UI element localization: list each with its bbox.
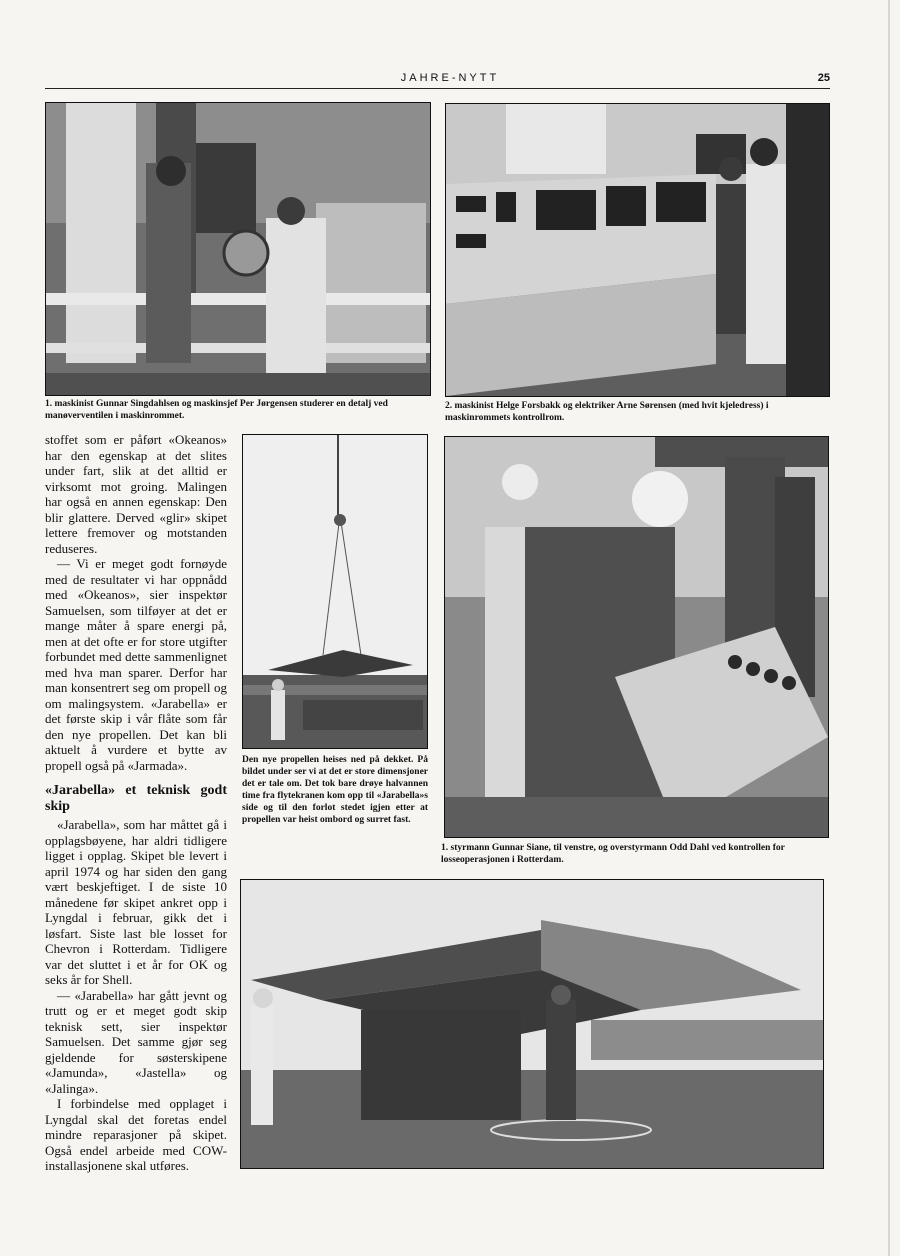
- article-paragraph-4: — «Jarabella» har gått jevnt og trutt og er et meget godt skip teknisk sett, sier inspektør Samuelsen. Det samme gjør seg gjeldende for søsterskipene «Jamunda», «Jastella» og «Jalinga».: [45, 987, 227, 1096]
- caption-photo-4: 1. styrmann Gunnar Siane, til venstre, og overstyrmann Odd Dahl ved kontrollen for losseoperasjonen i Rotterdam.: [441, 843, 785, 865]
- magazine-title: JAHRE-NYTT: [400, 72, 500, 84]
- header-rule: [45, 88, 830, 89]
- caption-photo-3: Den nye propellen heises ned på dekket. På bildet under ser vi at det er store dimensjoner det er tale om. Det tok bare drøye halvannen time fra flytekranen kom opp til «Jarabella»s side og til den forlot stedet igjen etter at propellen var heist ombord og surret fast.: [242, 755, 428, 825]
- photo-propeller-on-deck: [240, 879, 824, 1169]
- article-paragraph-2: — Vi er meget godt fornøyde med de resultater vi har oppnådd med «Okeanos», sier inspektør Samuelsen, som tilføyer at det er mange måter å spare energi på, men at det ofte er for store utgifter forbundet med dette sammenlignet med hva man sparer. Derfor har man konsentrert seg om propell og om malingsystem. «Jarabella» er det første skip i vår flåte som får den nye propellen. Det kan bli aktuelt å vurdere et bytte av propell også på «Jarmada».: [45, 556, 227, 773]
- article-column: [45, 432, 227, 1174]
- page-edge-shadow: [888, 0, 890, 1256]
- photo-engine-room: [45, 102, 431, 396]
- article-paragraph-3: «Jarabella», som har måttet gå i opplagsbøyene, har aldri tidligere ligget i opplag. Skipet ble levert i april 1974 og har siden den gang vært beskjeftiget. I de siste 10 månedene før skipet ankret opp i Lyngdal i februar, gikk det i løsfart. Siste last ble losset for Chevron i Rotterdam. Tidligere var det sluttet i et år for OK og seks år for Shell.: [45, 817, 227, 987]
- article-paragraph-1: stoffet som er påført «Okeanos» har den egenskap at det slites under fart, slik at det alltid er virksomt mot groing. Malingen har også en annen egenskap: Den blir glattere. Derved «glir» skipet lettere fremover og motstanden reduseres.: [45, 432, 227, 556]
- article-subheading: «Jarabella» et teknisk godt skip: [45, 783, 227, 814]
- page-number: 25: [817, 72, 830, 84]
- photo-propeller-lowered: [242, 434, 428, 749]
- caption-photo-2: 2. maskinist Helge Forsbakk og elektriker Arne Sørensen (med hvit kjeledress) i maskinrommets kontrollrom.: [445, 401, 769, 423]
- photo-control-room: [445, 103, 830, 397]
- article-paragraph-5: I forbindelse med opplaget i Lyngdal skal det foretas endel mindre reparasjoner på skipet. Også endel arbeide med COW-installasjonene skal utføres.: [45, 1096, 227, 1173]
- caption-photo-1: 1. maskinist Gunnar Singdahlsen og maskinsjef Per Jørgensen studerer en detalj ved manøverventilen i maskinrommet.: [45, 399, 388, 421]
- photo-unloading-control: [444, 436, 829, 838]
